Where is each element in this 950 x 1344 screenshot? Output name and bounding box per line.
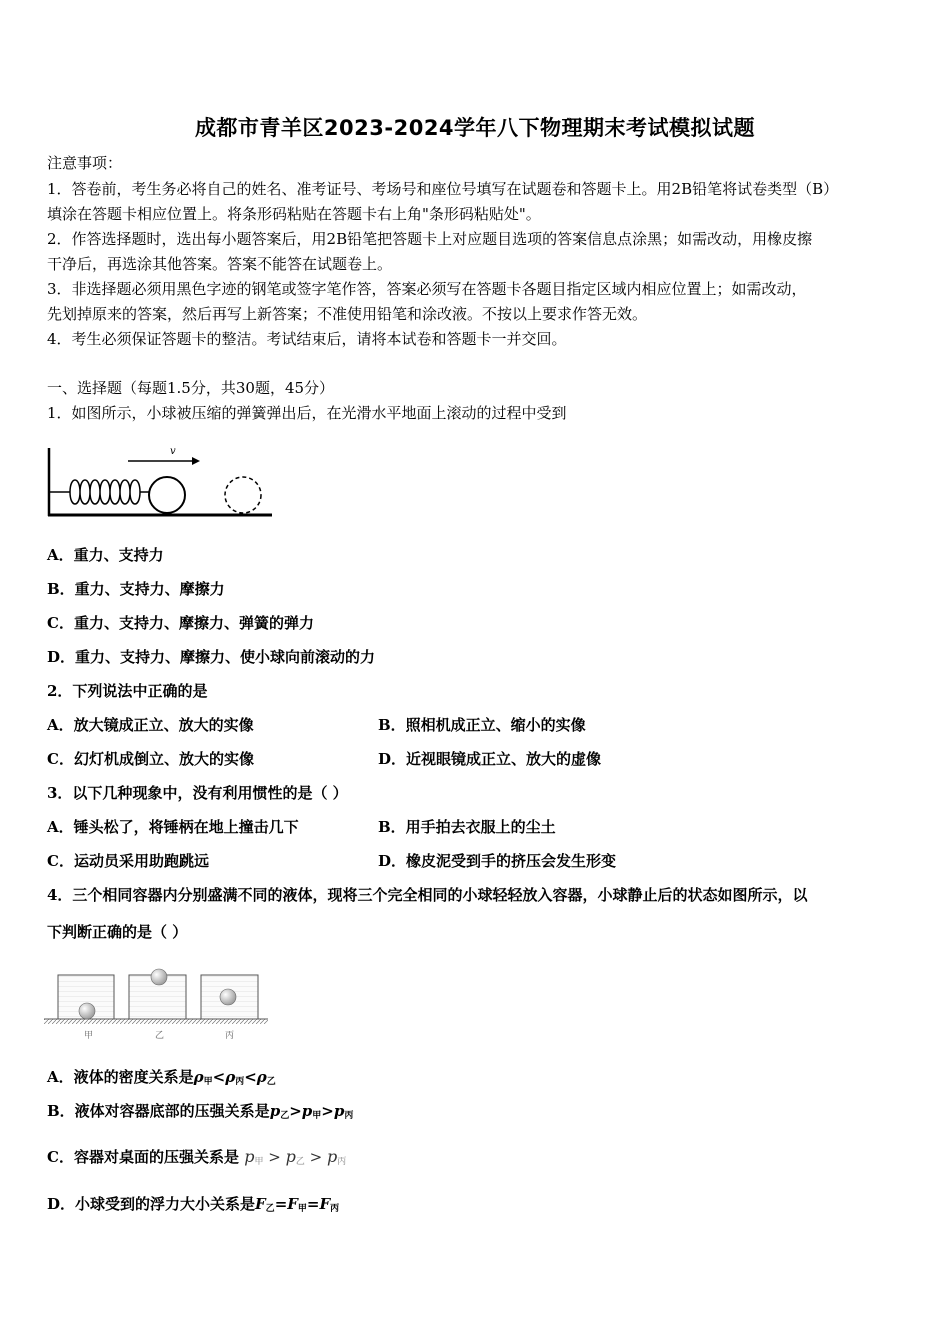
label-yi: 乙 [155,1031,165,1041]
subscript: 丙 [235,1077,245,1087]
q2-option-c: C．幻灯机成倒立、放大的实像 [47,750,254,768]
q4-option-b-text: B．液体对容器底部的压强关系是 [47,1102,270,1120]
rho-symbol: ρ [193,1068,204,1086]
velocity-label: v [170,446,176,457]
q4-option-b [47,1100,353,1121]
q1-stem: 1．如图所示，小球被压缩的弹簧弹出后，在光滑水平地面上滚动的过程中受到 [47,404,567,422]
q4-option-d-text: D．小球受到的浮力大小关系是 [47,1195,256,1213]
subscript: 丙 [330,1204,340,1214]
q4-option-a-text: A．液体的密度关系是 [47,1068,194,1086]
q3-stem: 3．以下几种现象中，没有利用惯性的是（ ） [47,784,348,802]
q4-stem: 4．三个相同容器内分别盛满不同的液体，现将三个完全相同的小球轻轻放入容器，小球静止后的状态如图所示，以 [47,886,808,904]
subscript: 丙 [344,1111,354,1121]
section-heading: 一、选择题（每题1.5分，共30题，45分） [47,379,335,397]
spring-ball-figure [46,440,274,520]
q3-option-c: C．运动员采用助跑跳远 [47,852,209,870]
p-symbol: >p [321,1102,345,1120]
q3-option-b: B．用手拍去衣服上的尘土 [378,818,556,836]
notice-line: 先划掉原来的答案，然后再写上新答案；不准使用铅笔和涂改液。不按以上要求作答无效。 [47,305,648,323]
label-jia: 甲 [84,1031,94,1041]
q4-stem-cont: 下判断正确的是（ ） [47,923,188,941]
subscript: 甲 [312,1111,322,1121]
q4-option-c [47,1146,346,1167]
label-bing: 丙 [225,1031,235,1041]
subscript: 甲 [203,1077,213,1087]
q1-option-d: D．重力、支持力、摩擦力、使小球向前滚动的力 [47,648,376,666]
notice-line: 填涂在答题卡相应位置上。将条形码粘贴在答题卡右上角"条形码粘贴处"。 [47,205,541,223]
q4-option-d [47,1193,339,1214]
q1-option-a: A．重力、支持力 [47,546,164,564]
subscript: 甲 [297,1204,307,1214]
notice-line: 3．非选择题必须用黑色字迹的钢笔或签字笔作答，答案必须写在答题卡各题目指定区域内相应位置上；如需改动， [47,280,807,298]
q1-option-c: C．重力、支持力、摩擦力、弹簧的弹力 [47,614,314,632]
q3-option-a: A．锤头松了，将锤柄在地上撞击几下 [47,818,299,836]
notice-heading: 注意事项： [47,154,123,172]
subscript: 乙 [265,1204,275,1214]
q2-option-b: B．照相机成正立、缩小的实像 [378,716,586,734]
q2-option-d: D．近视眼镜成正立、放大的虚像 [378,750,602,768]
pressure-formula: $p_甲 > p_乙 > p_丙$ [244,1147,347,1167]
notice-line: 4．考生必须保证答题卡的整洁。考试结束后，请将本试卷和答题卡一并交回。 [47,330,567,348]
q1-option-b: B．重力、支持力、摩擦力 [47,580,225,598]
notice-line: 2．作答选择题时，选出每小题答案后，用2B铅笔把答题卡上对应题目选项的答案信息点涂黑；如需改动，用橡皮擦 [47,230,813,248]
containers-figure [44,964,270,1044]
q4-option-a [47,1066,276,1087]
q2-stem: 2．下列说法中正确的是 [47,682,208,700]
f-symbol: F [255,1195,266,1213]
page-title: 成都市青羊区2023-2024学年八下物理期末考试模拟试题 [194,116,756,140]
rho-symbol: <ρ [244,1068,267,1086]
q3-option-d: D．橡皮泥受到手的挤压会发生形变 [378,852,617,870]
subscript: 乙 [280,1111,290,1121]
p-symbol: p [269,1102,281,1120]
subscript: 乙 [266,1077,276,1087]
notice-line: 干净后，再选涂其他答案。答案不能答在试题卷上。 [47,255,393,273]
rho-symbol: <ρ [212,1068,236,1086]
p-symbol: >p [289,1102,313,1120]
f-symbol: =F [274,1195,298,1213]
f-symbol: =F [306,1195,331,1213]
notice-line: 1．答卷前，考生务必将自己的姓名、准考证号、考场号和座位号填写在试题卷和答题卡上。用2B铅笔将试卷类型（B） [47,180,839,198]
q2-option-a: A．放大镜成正立、放大的实像 [47,716,254,734]
q4-option-c-text: C．容器对桌面的压强关系是 [47,1148,239,1166]
